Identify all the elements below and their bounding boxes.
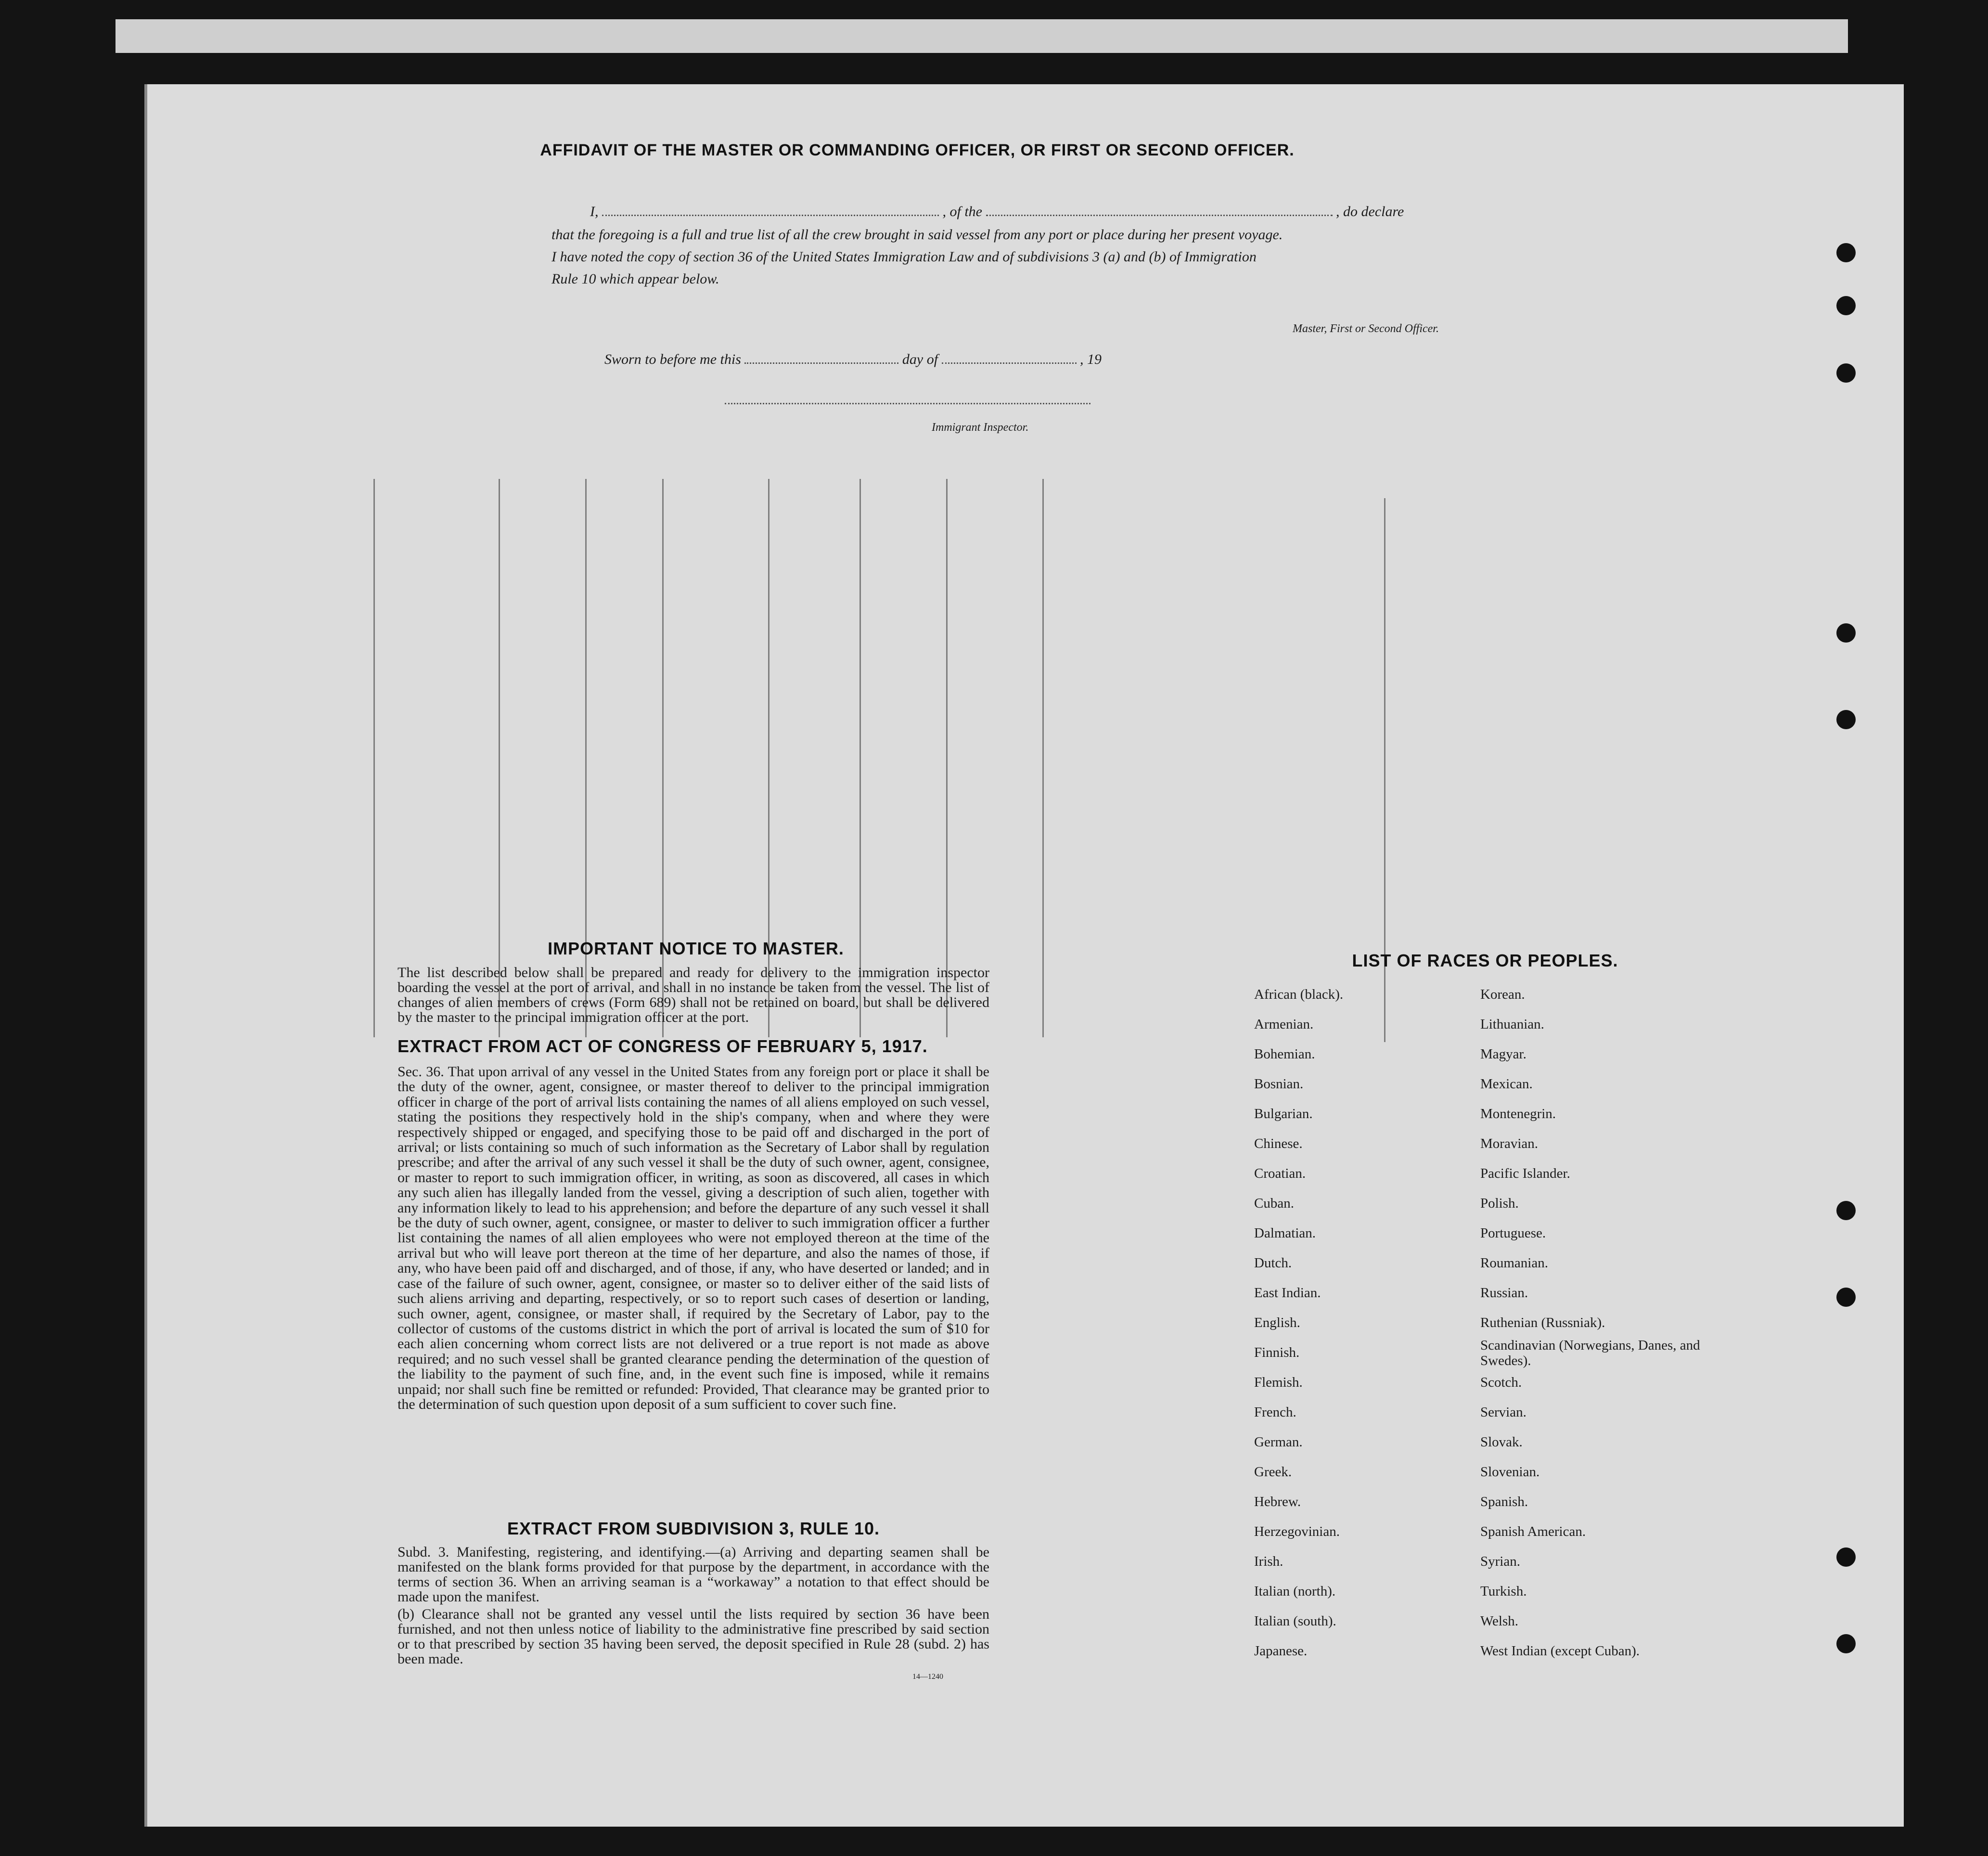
punch-hole <box>1836 363 1856 383</box>
vessel-name-blank <box>986 215 1333 216</box>
race-item: Slovenian. <box>1480 1464 1540 1480</box>
race-item: Croatian. <box>1254 1166 1306 1181</box>
race-item: Armenian. <box>1254 1017 1314 1032</box>
declarant-name-blank <box>602 215 939 216</box>
race-item: Mexican. <box>1480 1076 1533 1092</box>
punch-hole <box>1836 296 1856 315</box>
punch-hole <box>1836 710 1856 729</box>
punch-hole <box>1836 1547 1856 1567</box>
act-extract-title: EXTRACT FROM ACT OF CONGRESS OF FEBRUARY 5, 1917. <box>398 1036 928 1056</box>
race-item: Moravian. <box>1480 1136 1538 1151</box>
race-item: Scandinavian (Norwegians, Danes, and Swedes). <box>1480 1338 1700 1368</box>
ghost-rule-line <box>373 479 375 1037</box>
sworn-line <box>604 351 1102 368</box>
sworn-month-blank <box>942 362 1077 364</box>
sworn-prefix: Sworn to before me this <box>604 351 741 367</box>
race-item: Scotch. <box>1480 1375 1522 1390</box>
sworn-day-of: day of <box>902 351 938 367</box>
underlying-sheet-edge <box>115 19 1848 53</box>
race-item: Lithuanian. <box>1480 1017 1544 1032</box>
race-item: Dalmatian. <box>1254 1225 1316 1241</box>
race-item: Korean. <box>1480 987 1525 1002</box>
act-extract-body: Sec. 36. That upon arrival of any vessel in the United States from any foreign port or place it shall be the duty of the owner, agent, consignee, or master thereof to deliver to the principal immigration officer in charge of the port of arrival lists containing the names of all aliens employed on such vessel, stating the positions they respectively hold in the ship's company, when and where they were respectively shipped or engaged, and specifying those to be paid off and discharged in the port of arrival; or lists containing so much of such information as the Secretary of Labor shall by regulation prescribe; and after the arrival of any such vessel it shall be the duty of such owner, agent, consignee, or master to report to such immigration officer, in writing, as soon as discovered, all cases in which any such alien has illegally landed from the vessel, giving a description of such alien, together with any information likely to lead to his apprehension; and before the departure of any such vessel it shall be the duty of such owner, agent, consignee, or master to deliver to such immigration officer a further list containing the names of all alien employees who were not employed thereon at the time of the arrival but who will leave port thereon at the time of her departure, and also the names of those, if any, who have been paid off and discharged, and of those, if any, who have deserted or landed; and in case of the failure of such owner, agent, consignee, or master so to deliver either of the said lists of such aliens arriving and departing, respectively, or so to report such cases of desertion or landing, such owner, agent, consignee, or master shall, if required by the Secretary of Labor, pay to the collector of customs of the customs district in which the port of arrival is located the sum of $10 for each alien concerning whom correct lists are not delivered or a true report is not made as above required; and no such vessel shall be granted clearance pending the determination of the question of the liability to the payment of such fine, and, in the event such fine is imposed, while it remains unpaid; nor shall such fine be remitted or refunded: Provided, That clearance may be granted prior to the determination of such question upon deposit of a sum sufficient to cover such fine. <box>398 1064 989 1412</box>
race-item: Syrian. <box>1480 1554 1520 1569</box>
punch-hole <box>1836 1634 1856 1653</box>
declare-label: , do declare <box>1336 204 1404 219</box>
notice-title: IMPORTANT NOTICE TO MASTER. <box>548 939 844 958</box>
punch-hole <box>1836 1288 1856 1307</box>
race-item: Herzegovinian. <box>1254 1524 1340 1539</box>
sworn-year: , 19 <box>1080 351 1102 367</box>
race-item: Portuguese. <box>1480 1225 1546 1241</box>
race-item: Pacific Islander. <box>1480 1166 1570 1181</box>
races-left-column <box>1254 980 1466 1666</box>
affidavit-line-4: Rule 10 which appear below. <box>552 271 719 287</box>
notice-body: The list described below shall be prepared and ready for delivery to the immigration inspector boarding the vessel at the port of arrival, and shall in no instance be taken from the vessel. The list of changes of alien members of crews (Form 689) shall not be retained on board, but shall be delivered by the master to the principal immigration officer at the port. <box>398 965 989 1025</box>
manifest-page-reverse <box>144 84 1904 1827</box>
race-item: Italian (north). <box>1254 1584 1336 1599</box>
race-item: Magyar. <box>1480 1046 1526 1062</box>
master-signature-label: Master, First or Second Officer. <box>1293 322 1439 335</box>
race-item: Welsh. <box>1480 1613 1519 1629</box>
rule-extract-para-a: Subd. 3. Manifesting, registering, and identifying.—(a) Arriving and departing seamen shall be manifested on the blank forms provided for that purpose by the department, in accordance with the terms of section 36. When an arriving seaman is a “workaway” a notation to that effect should be made upon the manifest. <box>398 1544 989 1605</box>
race-item: East Indian. <box>1254 1285 1321 1301</box>
races-title: LIST OF RACES OR PEOPLES. <box>1352 951 1618 970</box>
race-item: Japanese. <box>1254 1643 1308 1659</box>
race-item: Bosnian. <box>1254 1076 1304 1092</box>
punch-hole <box>1836 243 1856 262</box>
race-item: Cuban. <box>1254 1196 1294 1211</box>
race-item: German. <box>1254 1434 1303 1450</box>
declarant-line <box>590 204 1404 220</box>
rule-extract-para-b: (b) Clearance shall not be granted any vessel until the lists required by section 36 have been furnished, and not then unless notice of liability to the administrative fine prescribed by said section or to that prescribed by section 35 having been served, the deposit specified in Rule 28 (subd. 2) has been made. <box>398 1606 989 1667</box>
race-item: Irish. <box>1254 1554 1283 1569</box>
race-item: Bohemian. <box>1254 1046 1315 1062</box>
declarant-prefix: I, <box>590 204 599 219</box>
race-item: Bulgarian. <box>1254 1106 1313 1121</box>
races-right-column <box>1480 980 1706 1666</box>
affidavit-line-2: that the foregoing is a full and true list of all the crew brought in said vessel from any port or place during her present voyage. <box>552 227 1283 243</box>
race-item: Dutch. <box>1254 1255 1292 1271</box>
race-item: Greek. <box>1254 1464 1292 1480</box>
race-item: English. <box>1254 1315 1300 1330</box>
race-item: Finnish. <box>1254 1345 1300 1360</box>
race-item: Hebrew. <box>1254 1494 1301 1509</box>
race-item: Italian (south). <box>1254 1613 1336 1629</box>
race-item: Flemish. <box>1254 1375 1303 1390</box>
sworn-day-blank <box>744 362 898 364</box>
race-item: Turkish. <box>1480 1584 1527 1599</box>
affidavit-title: AFFIDAVIT OF THE MASTER OR COMMANDING OFFICER, OR FIRST OR SECOND OFFICER. <box>540 141 1295 159</box>
race-item: Chinese. <box>1254 1136 1303 1151</box>
inspector-signature-label: Immigrant Inspector. <box>932 421 1029 434</box>
affidavit-line-3: I have noted the copy of section 36 of the United States Immigration Law and of subdivisions 3 (a) and (b) of Immigration <box>552 249 1257 265</box>
punch-hole <box>1836 623 1856 643</box>
race-item: West Indian (except Cuban). <box>1480 1643 1640 1659</box>
form-number: 14—1240 <box>912 1673 943 1681</box>
race-item: Montenegrin. <box>1480 1106 1556 1121</box>
vessel-of-label: , of the <box>942 204 982 219</box>
race-item: Spanish. <box>1480 1494 1528 1509</box>
rule-extract-title: EXTRACT FROM SUBDIVISION 3, RULE 10. <box>507 1519 880 1538</box>
race-item: African (black). <box>1254 987 1344 1002</box>
race-item: Polish. <box>1480 1196 1519 1211</box>
race-item: Spanish American. <box>1480 1524 1586 1539</box>
ghost-rule-line <box>1042 479 1044 1037</box>
inspector-signature-line <box>725 403 1090 404</box>
race-item: Roumanian. <box>1480 1255 1548 1271</box>
race-item: Russian. <box>1480 1285 1528 1301</box>
race-item: French. <box>1254 1405 1296 1420</box>
race-item: Slovak. <box>1480 1434 1523 1450</box>
race-item: Ruthenian (Russniak). <box>1480 1315 1605 1330</box>
race-item: Servian. <box>1480 1405 1526 1420</box>
punch-hole <box>1836 1201 1856 1220</box>
